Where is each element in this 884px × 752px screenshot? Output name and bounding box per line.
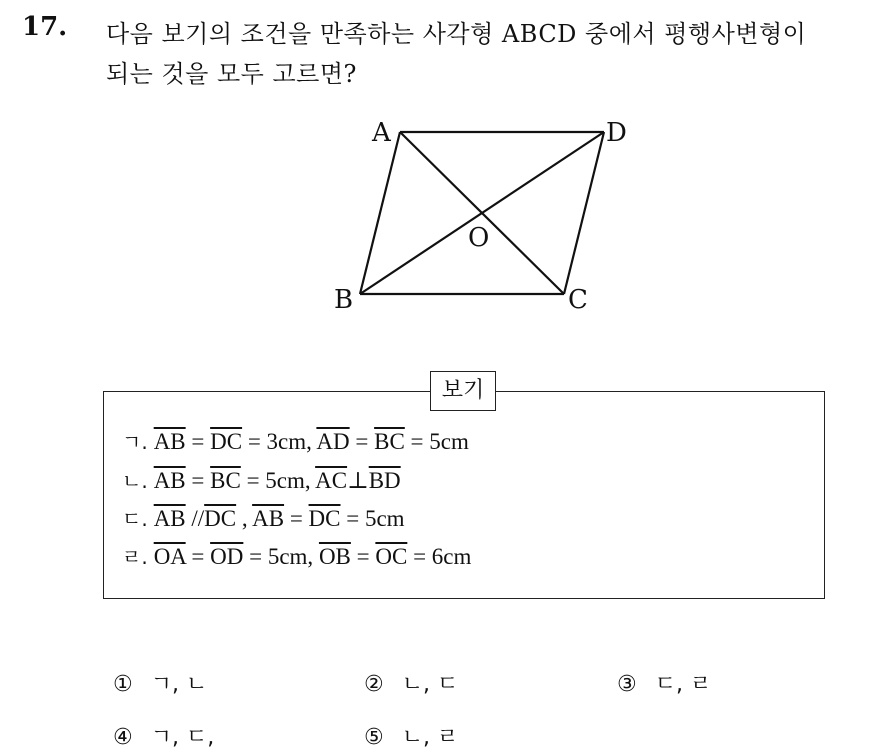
bogi-item-3: [122, 503, 405, 532]
choice-text: ㄱ, ㄴ: [150, 672, 208, 697]
question-text-line2: 되는 것을 모두 고르면?: [106, 60, 357, 88]
answer-choice-3[interactable]: [617, 667, 711, 698]
relation-text: =: [349, 429, 375, 454]
segment-label: $\overline{AB}$: [153, 429, 186, 454]
bogi-item-4: [122, 541, 471, 570]
answer-choice-1[interactable]: [113, 667, 207, 698]
segment-label: $\overline{BC}$: [374, 429, 405, 454]
relation-text: = 5cm: [404, 429, 469, 454]
item-marker: ㄴ.: [122, 469, 148, 493]
relation-text: //: [185, 506, 205, 531]
segment-label: $\overline{BC}$: [210, 468, 241, 493]
vertex-label-c: C: [568, 285, 588, 315]
relation-text: = 6cm: [407, 544, 472, 569]
question-text-line1: 다음 보기의 조건을 만족하는 사각형 ABCD 중에서 평행사변형이: [106, 20, 807, 48]
segment-label: $\overline{BD}$: [368, 468, 401, 493]
segment-label: $\overline{AC}$: [315, 468, 348, 493]
choice-number: ④: [113, 725, 133, 750]
segment-label: $\overline{AB}$: [252, 506, 285, 531]
segment-label: $\overline{AB}$: [153, 506, 186, 531]
item-marker: ㄹ.: [122, 545, 148, 569]
relation-text: ⊥: [347, 468, 369, 493]
answer-choice-2[interactable]: [364, 667, 458, 698]
relation-text: =: [350, 544, 376, 569]
vertex-label-a: A: [372, 118, 391, 148]
diagonal-bd: [360, 132, 604, 294]
vertex-label-b: B: [334, 285, 354, 315]
relation-text: =: [185, 468, 211, 493]
relation-text: = 5cm,: [243, 544, 319, 569]
parallelogram-figure: [320, 110, 650, 320]
answer-choice-5[interactable]: [364, 720, 458, 751]
relation-text: =: [185, 544, 211, 569]
choice-number: ②: [364, 672, 384, 697]
segment-label: $\overline{OA}$: [153, 544, 186, 569]
vertex-label-d: D: [606, 118, 627, 148]
bogi-item-1: [122, 426, 469, 455]
relation-text: = 3cm,: [242, 429, 317, 454]
center-label-o: O: [468, 223, 490, 253]
choice-number: ①: [113, 672, 133, 697]
relation-text: =: [185, 429, 211, 454]
choice-number: ③: [617, 672, 637, 697]
segment-label: $\overline{DC}$: [308, 506, 341, 531]
choice-text: ㄱ, ㄷ,: [150, 725, 215, 750]
choice-text: ㄴ, ㄷ: [401, 672, 459, 697]
question-number: 17.: [22, 12, 68, 42]
relation-text: = 5cm: [340, 506, 405, 531]
segment-label: $\overline{AB}$: [153, 468, 186, 493]
relation-text: =: [284, 506, 309, 531]
side-ba: [360, 132, 400, 294]
bogi-title: 보기: [430, 371, 496, 411]
item-marker: ㄷ.: [122, 507, 148, 531]
segment-label: $\overline{AD}$: [316, 429, 350, 454]
relation-text: ,: [236, 506, 253, 531]
side-dc: [564, 132, 604, 294]
segment-label: $\overline{DC}$: [204, 506, 237, 531]
choice-number: ⑤: [364, 725, 384, 750]
segment-label: $\overline{OC}$: [375, 544, 408, 569]
choice-text: ㄴ, ㄹ: [401, 725, 459, 750]
segment-label: $\overline{OD}$: [210, 544, 244, 569]
segment-label: $\overline{DC}$: [210, 429, 243, 454]
choice-text: ㄷ, ㄹ: [654, 672, 712, 697]
item-marker: ㄱ.: [122, 430, 148, 454]
relation-text: = 5cm,: [240, 468, 316, 493]
segment-label: $\overline{OB}$: [318, 544, 351, 569]
answer-choice-4[interactable]: [113, 720, 214, 751]
bogi-item-2: [122, 465, 401, 494]
